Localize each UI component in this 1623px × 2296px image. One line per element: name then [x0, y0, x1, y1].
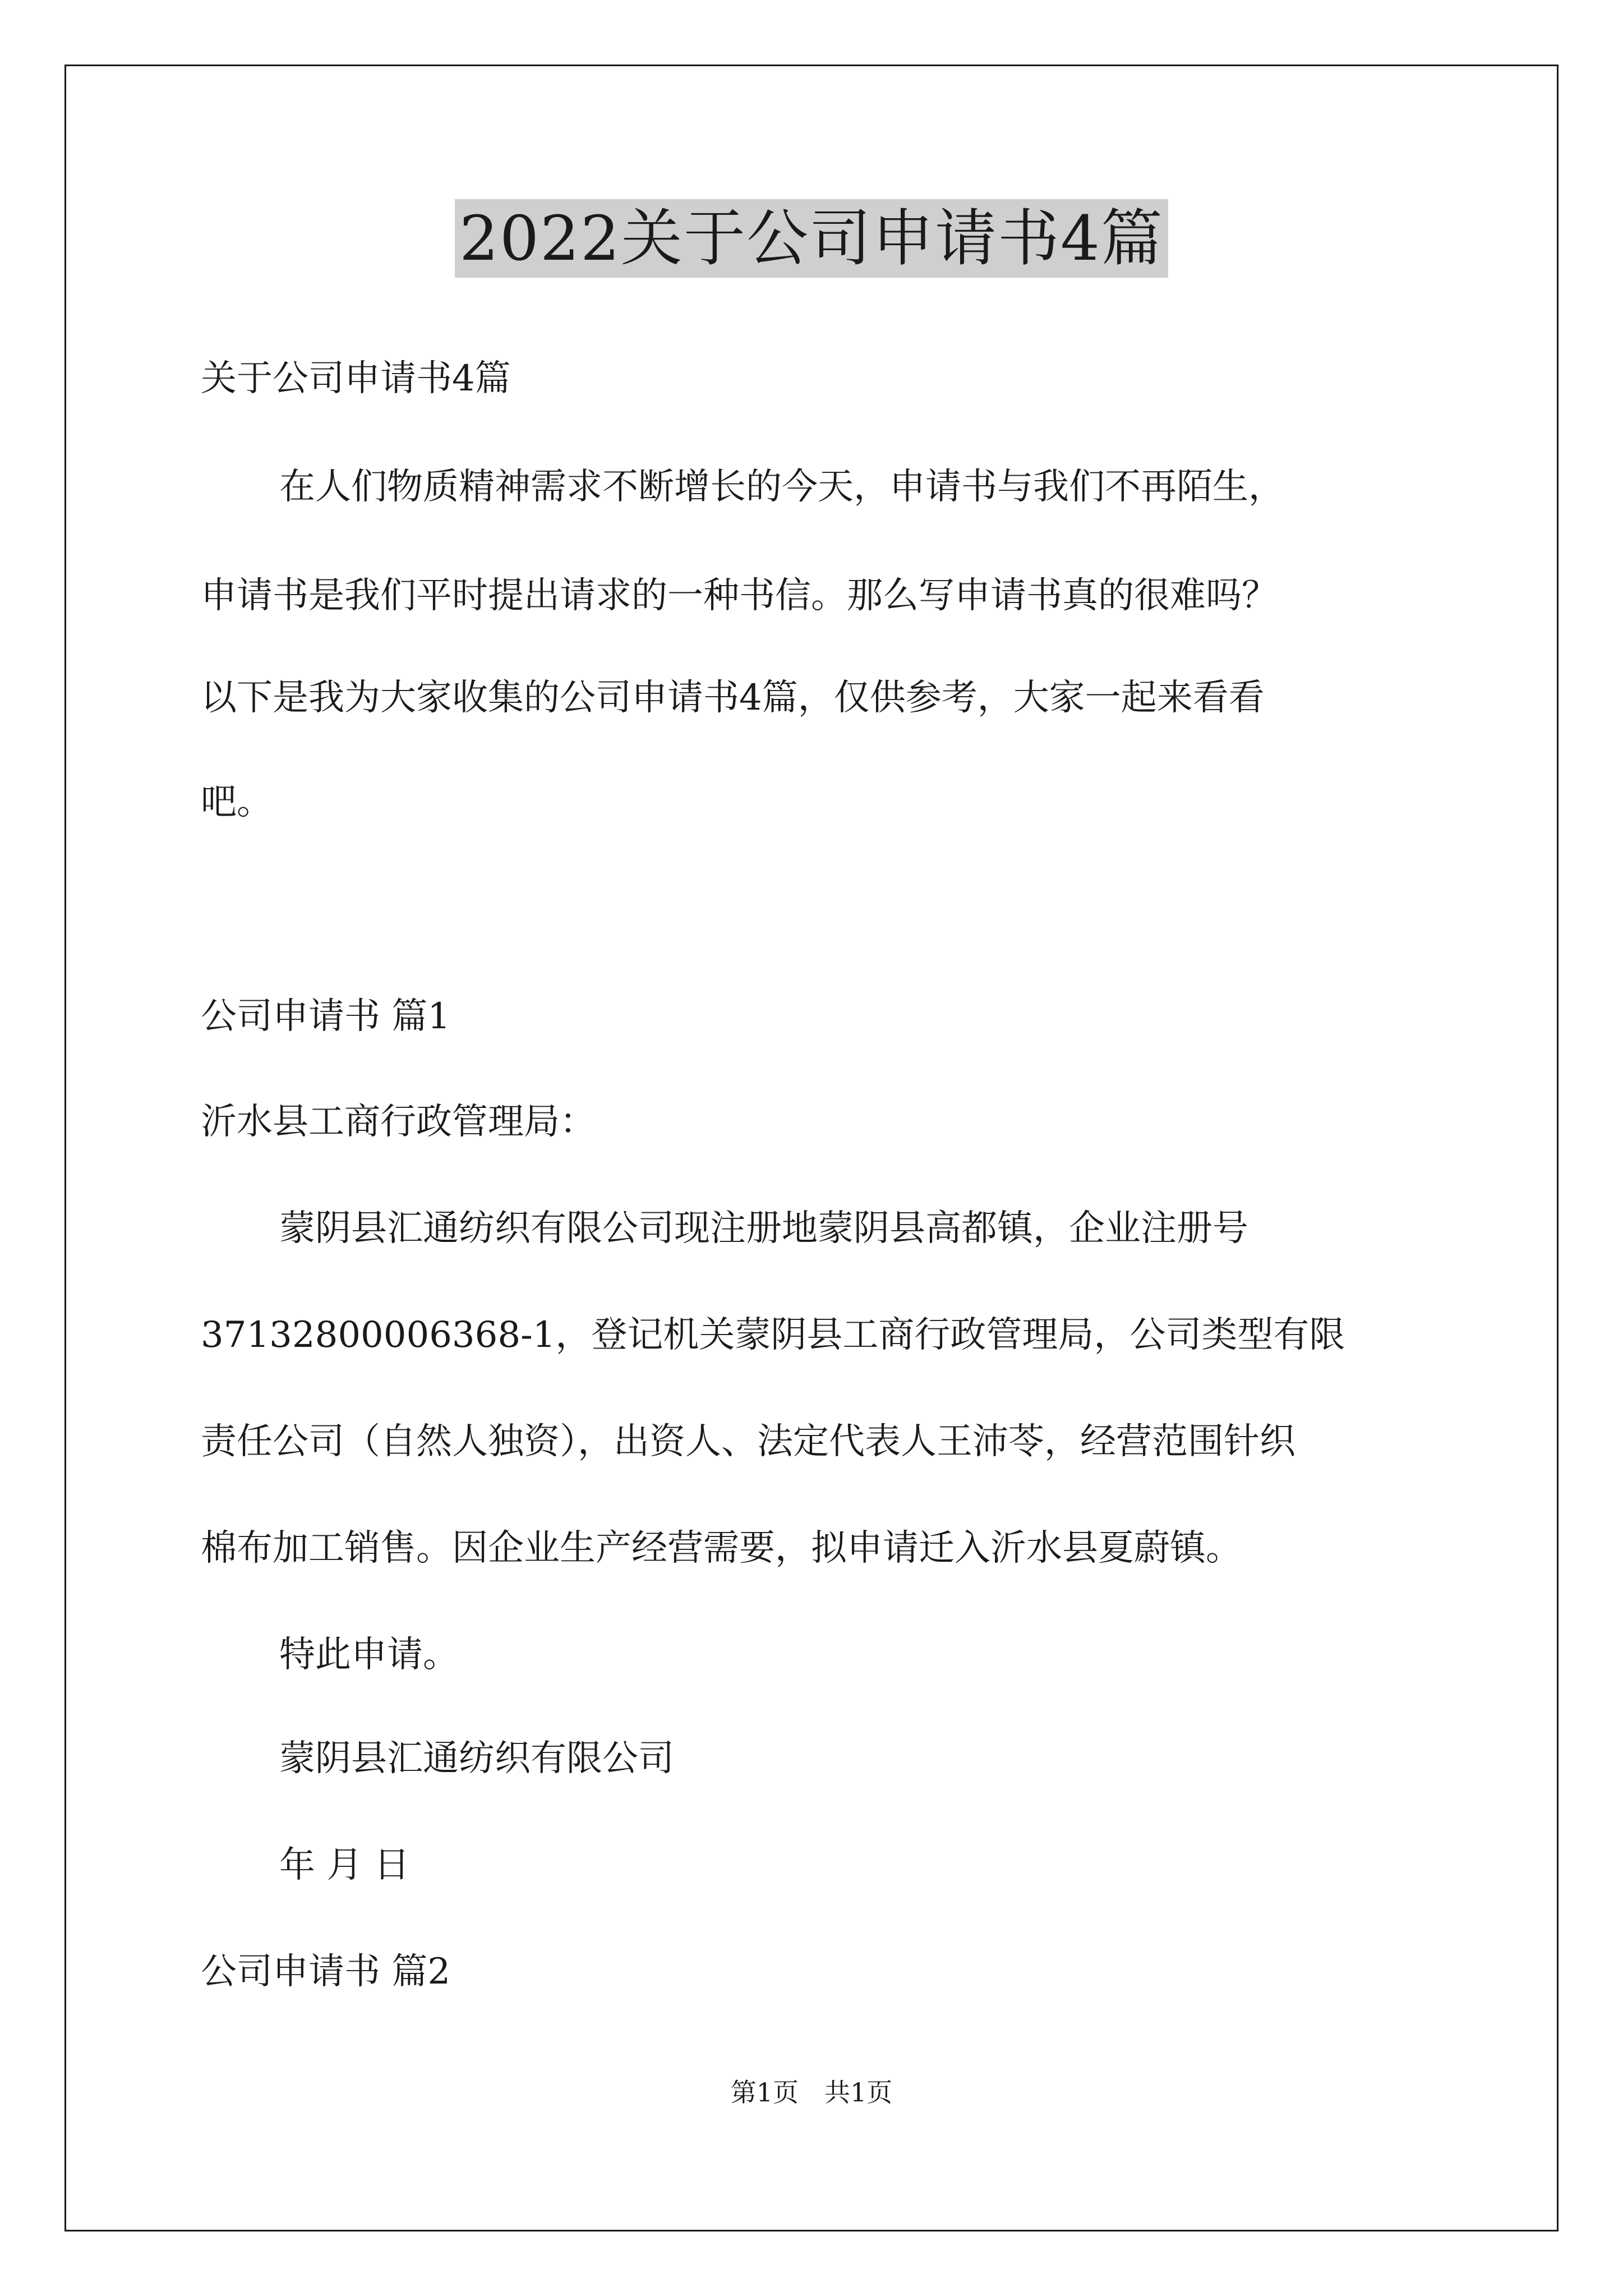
- section-heading-2: 公司申请书 篇2: [201, 1951, 451, 1993]
- intro-line: 在人们物质精神需求不断增长的今天，申请书与我们不再陌生，: [279, 466, 1284, 508]
- intro-line: 以下是我为大家收集的公司申请书4篇，仅供参考，大家一起来看看: [201, 677, 1265, 719]
- signature: 蒙阴县汇通纺织有限公司: [279, 1738, 674, 1779]
- intro-line: 吧。: [201, 781, 273, 823]
- document-subtitle: 关于公司申请书4篇: [201, 358, 511, 399]
- intro-line: 申请书是我们平时提出请求的一种书信。那么写申请书真的很难吗？: [201, 575, 1278, 616]
- section-heading-1: 公司申请书 篇1: [201, 996, 451, 1037]
- closing-text: 特此申请。: [279, 1634, 459, 1676]
- addressee: 沂水县工商行政管理局：: [201, 1101, 596, 1143]
- title-container: [0, 199, 1623, 278]
- body-line: 37132800006368-1，登记机关蒙阴县工商行政管理局，公司类型有限: [201, 1314, 1345, 1356]
- body-line: 蒙阴县汇通纺织有限公司现注册地蒙阴县高都镇，企业注册号: [279, 1208, 1248, 1249]
- page-footer: 第1页 共1页: [730, 2077, 893, 2108]
- document-title: 2022关于公司申请书4篇: [455, 199, 1168, 278]
- body-line: 责任公司（自然人独资），出资人、法定代表人王沛苓，经营范围针织: [201, 1421, 1295, 1462]
- date-line: 年 月 日: [279, 1844, 410, 1886]
- body-line: 棉布加工销售。因企业生产经营需要，拟申请迁入沂水县夏蔚镇。: [201, 1527, 1242, 1569]
